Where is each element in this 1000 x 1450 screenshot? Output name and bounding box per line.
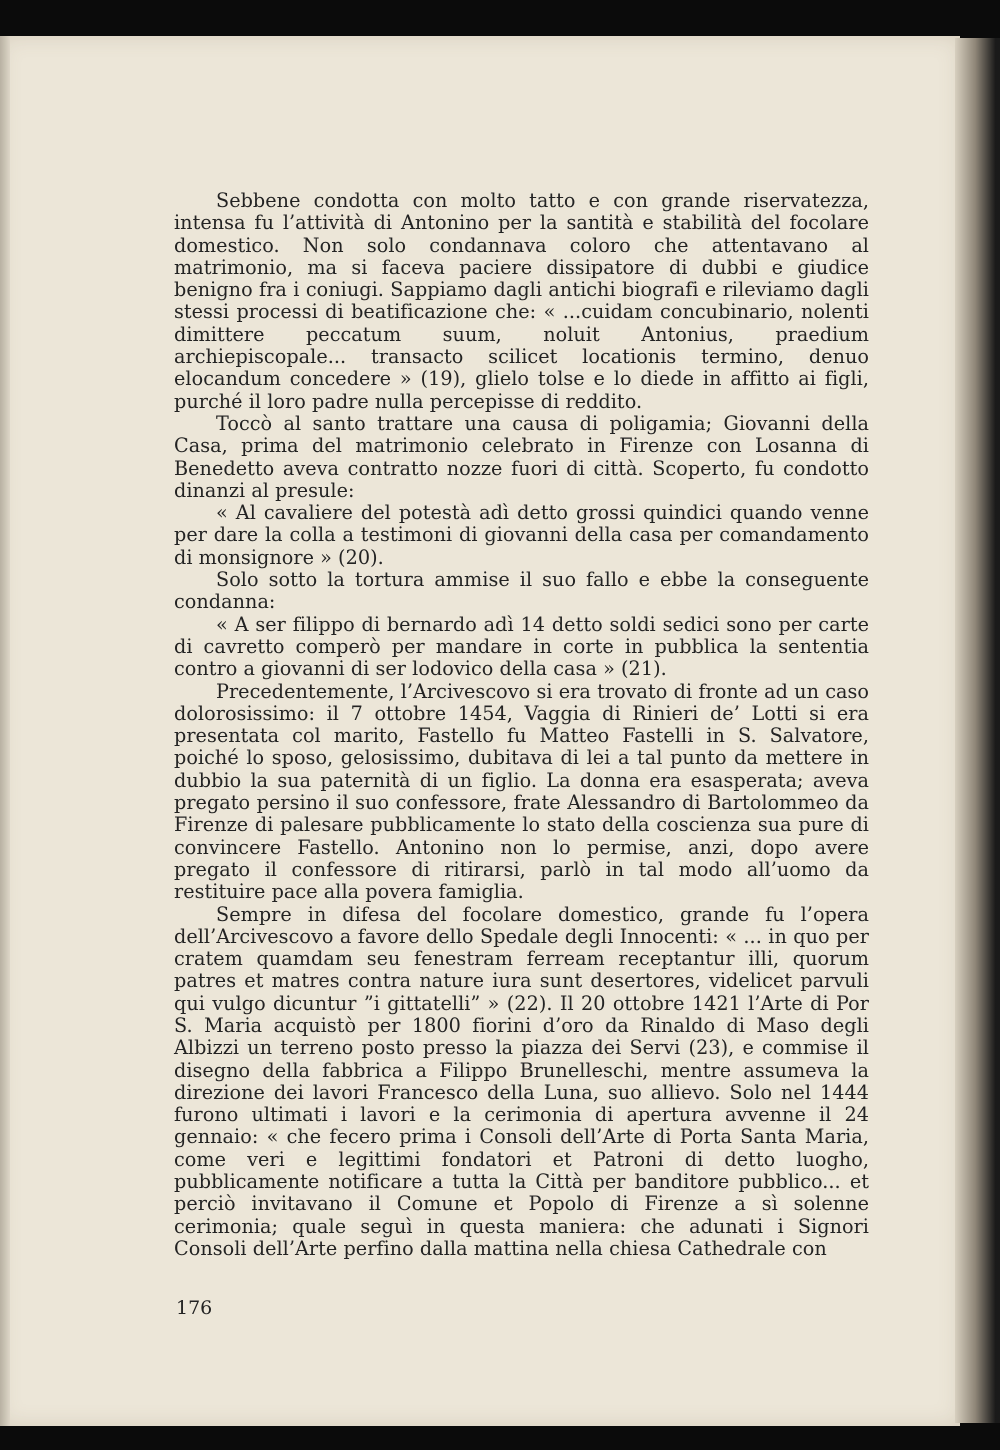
- body-text: [174, 190, 869, 1260]
- paragraph-3: Solo sotto la tortura ammise il suo fallo e ebbe la conseguente condanna:: [174, 568, 869, 614]
- page-left-edge: [0, 36, 10, 1426]
- paragraph-5: Sempre in difesa del focolare domestico, grande fu l’opera dell’Arcivescovo a favore dello Spedale degli Innocenti: « ... in quo per cratem quamdam seu fenestram ferream receptantur illi, quorum patres et matres contra nature iura sunt desertores, videlicet parvuli qui vulgo dicuntur ”i gittatelli” » (22). Il 20 ottobre 1421 l’Arte di Por S. Maria acquistò per 1800 fiorini d’oro da Rinaldo di Maso degli Albizzi un terreno posto presso la piazza dei Servi (23), e commise il disegno della fabbrica a Filippo Brunelleschi, mentre assumeva la direzione dei lavori Francesco della Luna, suo allievo. Solo nel 1444 furono ultimati i lavori e la cerimonia di apertura avvenne il 24 gennaio: « che fecero prima i Consoli dell’Arte di Porta Santa Maria, come veri e legittimi fondatori et Patroni di detto luogho, pubblicamente notificare a tutta la Città per banditore pubblico... et perciò invitavano il Comune et Popolo di Firenze a sì solenne cerimonia; quale seguì in questa maniera: che adunati i Signori Consoli dell’Arte perfino dalla mattina nella chiesa Cathedrale con: [174, 902, 869, 1260]
- quote-2: « A ser filippo di bernardo adì 14 detto soldi sedici sono per carte di cavretto comperò per mandare in corte in pubblica la sententia contro a giovanni di ser lodovico della casa » (21).: [174, 612, 869, 681]
- quote-1: « Al cavaliere del potestà adì detto grossi quindici quando venne per dare la colla a testimoni di giovanni della casa per comandamento di monsignore » (20).: [174, 501, 869, 569]
- paragraph-2: Toccò al santo trattare una causa di poligamia; Giovanni della Casa, prima del matrimonio celebrato in Firenze con Losanna di Benedetto aveva contratto nozze fuori di città. Scoperto, fu condotto dinanzi al presule:: [174, 411, 869, 502]
- paragraph-1: Sebbene condotta con molto tatto e con grande riservatezza, intensa fu l’attività di Antonino per la santità e stabilità del focolare domestico. Non solo condannava coloro che attentavano al matrimonio, ma si faceva paciere dissipatore di dubbi e giudice benigno fra i coniugi. Sappiamo dagli antichi biografi e rileviamo dagli stessi processi di beatificazione che: « ...cuidam concubinario, nolenti dimittere peccatum suum, noluit Antonius, praedium archiepiscopale... transacto scilicet locationis termino, denuo elocandum concedere » (19), glielo tolse e lo diede in affitto ai figli, purché il loro padre nulla percepisse di reddito.: [174, 189, 869, 413]
- paragraph-4: Precedentemente, l’Arcivescovo si era trovato di fronte ad un caso dolorosissimo: il 7 ottobre 1454, Vaggia di Rinieri de’ Lotti si era presentata col marito, Fastello fu Matteo Fastelli in S. Salvatore, poiché lo sposo, gelosissimo, dubitava di lei a tal punto da mettere in dubbio la sua paternità di un figlio. La donna era esasperata; aveva pregato persino il suo confessore, frate Alessandro di Bartolommeo da Firenze di palesare pubblicamente lo stato della coscienza sua pure di convincere Fastello. Antonino non lo permise, anzi, dopo avere pregato il confessore di ritirarsi, parlò in tal modo all’uomo da restituire pace alla povera famiglia.: [174, 679, 869, 904]
- page-gutter-curl: [955, 38, 1000, 1423]
- page-number: 176: [176, 1297, 213, 1319]
